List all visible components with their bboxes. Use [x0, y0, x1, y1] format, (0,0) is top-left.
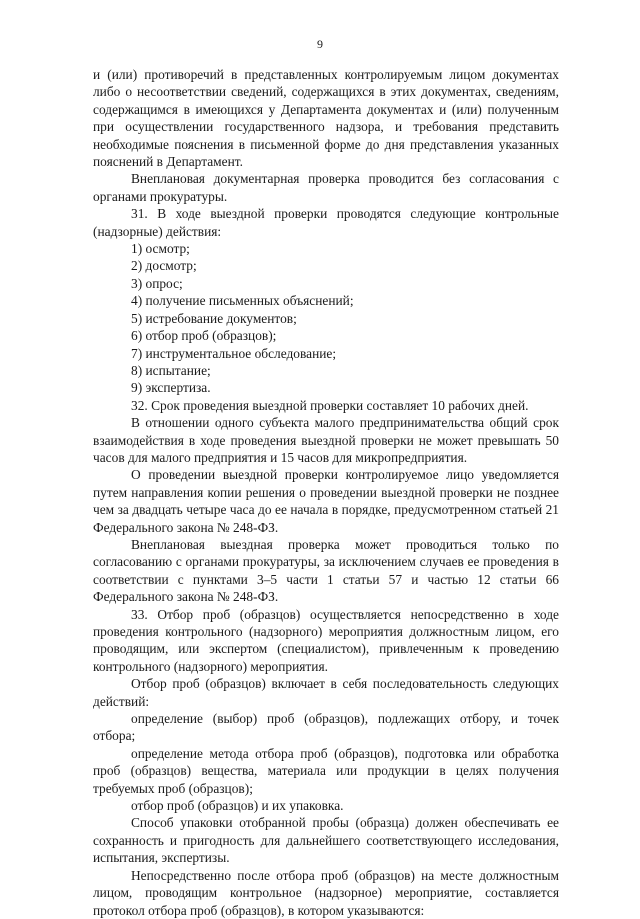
list-item: 8) испытание;: [131, 362, 211, 378]
paragraph: Непосредственно после отбора проб (образцов) на месте должностным лицом, проводящим контрольное (надзорное) мероприятие, составляется протокол отбора проб (образцов), в котором указываются:: [93, 867, 559, 918]
paragraph-continuation: и (или) противоречий в представленных контролируемым лицом документах либо о несоответствии сведений, содержащихся в этих документах, сведениям, содержащимся в имеющихся у Департамента документах и (или) полученным при осуществлении государственного надзора, и требования представить необходимые пояснения в письменной форме до дня представления указанных пояснений в Департамент.: [93, 67, 559, 170]
paragraph: определение (выбор) проб (образцов), подлежащих отбору, и точек отбора;: [93, 711, 559, 744]
paragraph: 33. Отбор проб (образцов) осуществляется непосредственно в ходе проведения контрольного (надзорного) мероприятия должностным лицом, его проводящим, или экспертом (специалистом), привлеченным к проведению контрольного (надзорного) мероприятия.: [93, 606, 559, 674]
list-item: 4) получение письменных объяснений;: [131, 293, 354, 309]
page-number: 9: [317, 37, 323, 51]
list-item: 6) отбор проб (образцов);: [131, 328, 277, 344]
list-item: 1) осмотр;: [131, 241, 190, 257]
paragraph: В отношении одного субъекта малого предпринимательства общий срок взаимодействия в ходе проведения выездной проверки не может превышать 50 часов для малого предприятия и 15 часов для микропредприятия.: [93, 415, 559, 465]
paragraph: 31. В ходе выездной проверки проводятся следующие контрольные (надзорные) действия:: [93, 206, 559, 239]
paragraph: О проведении выездной проверки контролируемое лицо уведомляется путем направления копии решения о проведении выездной проверки не позднее чем за двадцать четыре часа до ее начала в порядке, предусмотренном статьей 21 Федерального закона № 248-ФЗ.: [93, 467, 559, 535]
paragraph: отбор проб (образцов) и их упаковка.: [131, 798, 344, 814]
list-item: 3) опрос;: [131, 275, 183, 291]
list-item: 9) экспертиза.: [131, 380, 211, 396]
document-body: [93, 66, 559, 919]
paragraph: Способ упаковки отобранной пробы (образца) должен обеспечивать ее сохранность и пригодность для дальнейшего соответствующего исследования, испытания, экспертизы.: [93, 815, 559, 866]
list-item: 2) досмотр;: [131, 258, 197, 274]
paragraph: Отбор проб (образцов) включает в себя последовательность следующих действий:: [93, 676, 559, 709]
paragraph: Внеплановая выездная проверка может проводиться только по согласованию с органами прокуратуры, за исключением случаев ее проведения в соответствии с пунктами 3–5 части 1 статьи 57 и частью 12 статьи 66 Федерального закона № 248-ФЗ.: [93, 536, 559, 605]
paragraph: 32. Срок проведения выездной проверки составляет 10 рабочих дней.: [131, 397, 529, 413]
paragraph: Внеплановая документарная проверка проводится без согласования с органами прокуратуры.: [93, 171, 559, 204]
list-item: 7) инструментальное обследование;: [131, 345, 337, 361]
list-item: 5) истребование документов;: [131, 310, 297, 326]
paragraph: определение метода отбора проб (образцов), подготовка или обработка проб (образцов) вещества, материала или продукции в целях получения требуемых проб (образцов);: [93, 745, 559, 796]
